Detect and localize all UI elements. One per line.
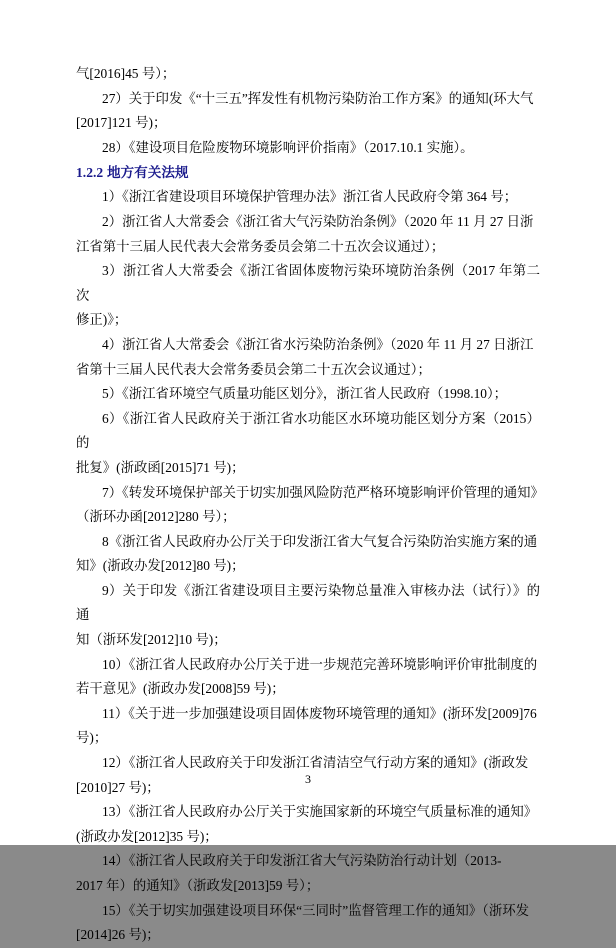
document-paragraph: 批复》(浙政函[2015]71 号)； xyxy=(76,459,245,475)
document-paragraph: 若干意见》(浙政办发[2008]59 号)； xyxy=(76,681,285,697)
document-paragraph: 11）《关于进一步加强建设项目固体废物环境管理的通知》(浙环发[2009]76 xyxy=(102,705,537,721)
document-paragraph: [2017]121 号)； xyxy=(76,115,167,131)
document-paragraph: [2010]27 号)； xyxy=(76,779,160,795)
document-paragraph: 9）关于印发《浙江省建设项目主要污染物总量准入审核办法（试行）》的通 xyxy=(76,582,540,623)
document-paragraph: 1）《浙江省建设项目环境保护管理办法》浙江省人民政府令第 364 号； xyxy=(102,189,518,205)
document-paragraph: (浙政办发[2012]35 号)； xyxy=(76,828,218,844)
document-paragraph: 知（浙环发[2012]10 号)； xyxy=(76,632,227,648)
document-paragraph: 6）《浙江省人民政府关于浙江省水功能区水环境功能区划分方案（2015）的 xyxy=(76,410,540,451)
section-heading xyxy=(76,160,540,185)
section-heading-number: 1.2.2 xyxy=(76,165,104,181)
document-paragraph: 江省第十三届人民代表大会常务委员会第二十五次会议通过）； xyxy=(76,238,445,254)
document-paragraph: 8《浙江省人民政府办公厅关于印发浙江省大气复合污染防治实施方案的通 xyxy=(102,533,538,549)
document-paragraph: 知》(浙政办发[2012]80 号)； xyxy=(76,558,245,574)
section-heading-text: 地方有关法规 xyxy=(106,165,189,181)
document-paragraph: 28）《建设项目危险废物环境影响评价指南》（2017.10.1 实施）。 xyxy=(102,139,474,155)
document-paragraph: 省第十三届人民代表大会常务委员会第二十五次会议通过）； xyxy=(76,361,431,377)
document-paragraph: 4）浙江省人大常委会《浙江省水污染防治条例》（2020 年 11 月 27 日浙江 xyxy=(102,336,534,352)
document-paragraph: 12）《浙江省人民政府关于印发浙江省清洁空气行动方案的通知》(浙政发 xyxy=(102,755,529,771)
document-paragraph: 5）《浙江省环境空气质量功能区划分》，浙江省人民政府（1998.10）； xyxy=(102,386,508,402)
document-paragraph: 2017 年）的通知》（浙政发[2013]59 号）； xyxy=(76,878,320,893)
page-body xyxy=(76,62,544,948)
document-paragraph: （浙环办函[2012]280 号）； xyxy=(76,509,236,525)
document-paragraph: 27）关于印发《“十三五”挥发性有机物污染防治工作方案》的通知(环大气 xyxy=(102,90,534,106)
document-paragraph: 14）《浙江省人民政府关于印发浙江省大气污染防治行动计划（2013- xyxy=(102,853,502,869)
document-paragraph: 2）浙江省人大常委会《浙江省大气污染防治条例》（2020 年 11 月 27 日浙 xyxy=(102,213,534,229)
page-number: 3 xyxy=(305,772,311,786)
document-paragraph: 3）浙江省人大常委会《浙江省固体废物污染环境防治条例（2017 年第二次 xyxy=(76,263,540,303)
document-paragraph: [2014]26 号)； xyxy=(76,927,160,943)
document-paragraph: 7）《转发环境保护部关于切实加强风险防范严格环境影响评价管理的通知》 xyxy=(102,484,544,500)
document-paragraph: 气[2016]45 号）； xyxy=(76,66,176,81)
document-paragraph: 13）《浙江省人民政府办公厅关于实施国家新的环境空气质量标准的通知》 xyxy=(102,804,538,820)
document-paragraph: 号)； xyxy=(76,730,108,746)
document-paragraph: 10）《浙江省人民政府办公厅关于进一步规范完善环境影响评价审批制度的 xyxy=(102,656,538,672)
document-paragraph: 修正)》； xyxy=(76,312,128,328)
document-paragraph: 15）《关于切实加强建设项目环保“三同时”监督管理工作的通知》（浙环发 xyxy=(102,902,529,918)
